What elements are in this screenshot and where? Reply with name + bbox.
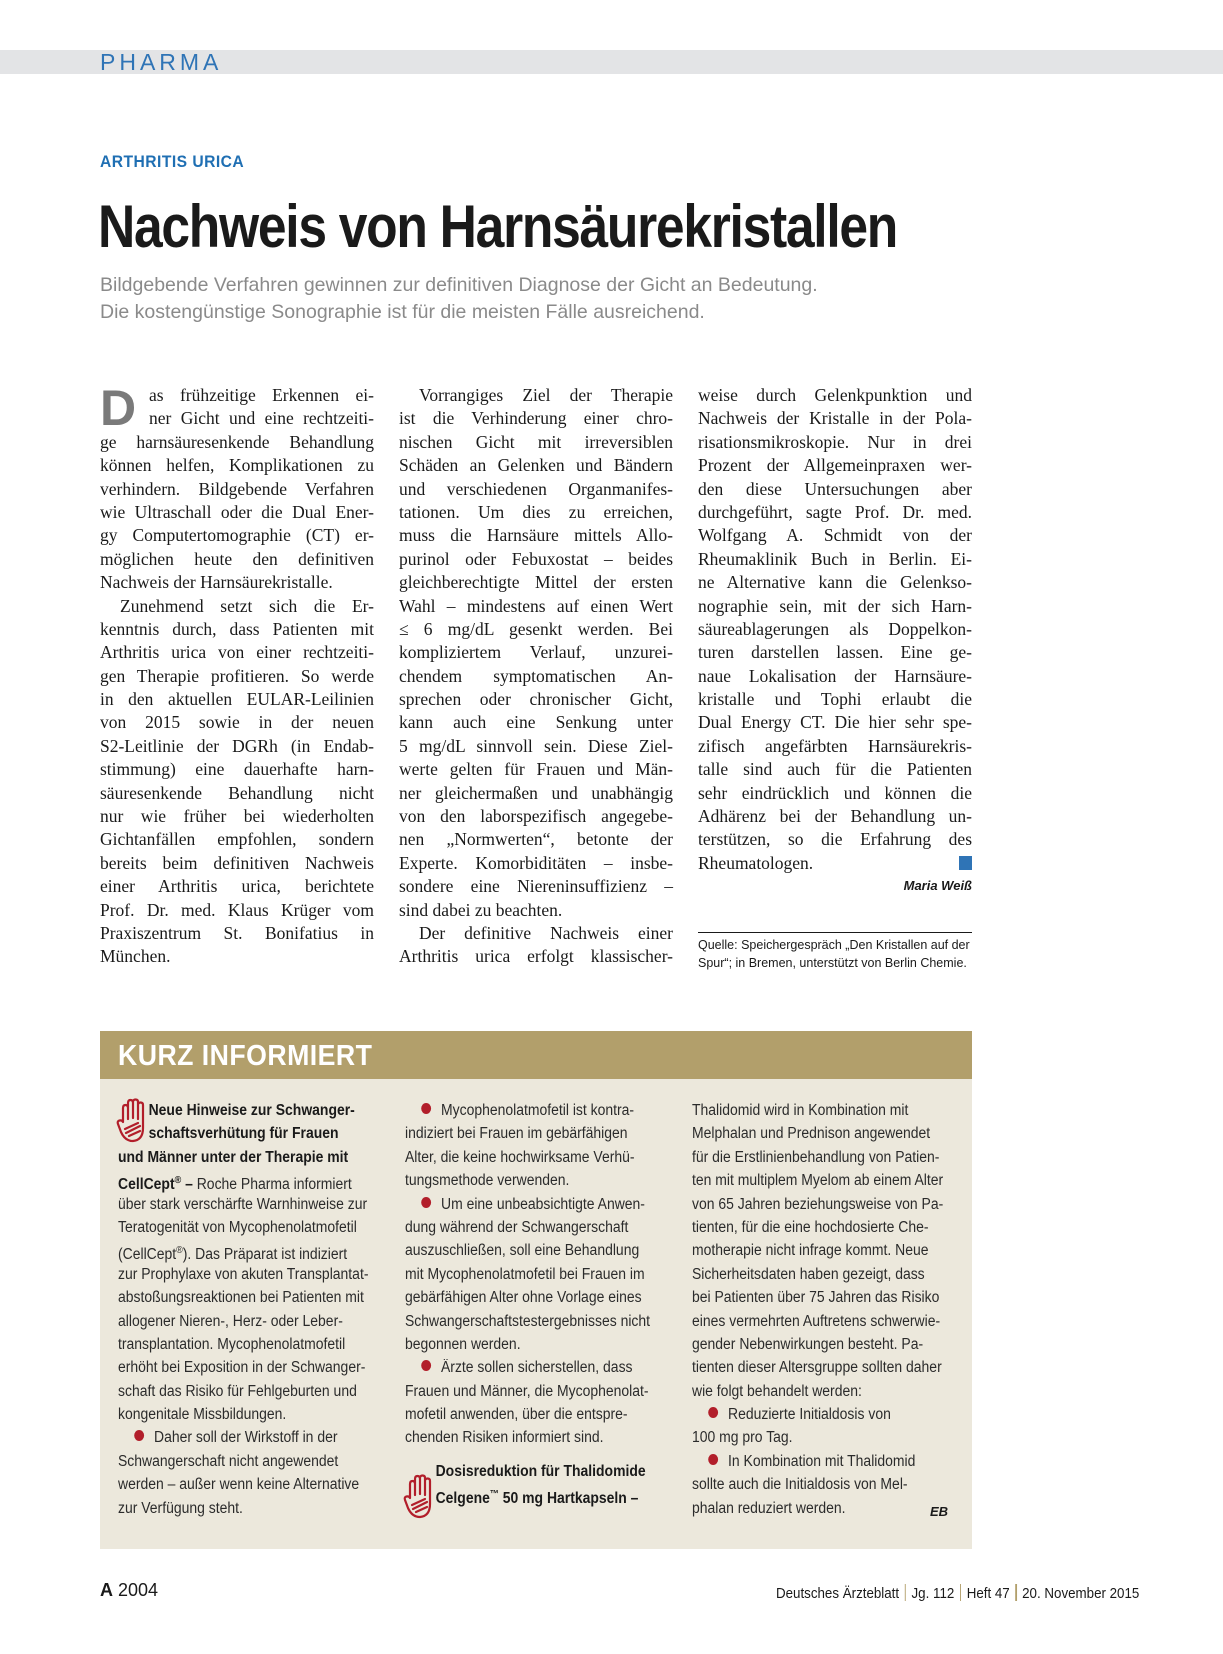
- text-line: mit Mycophenolatmofetil bei Frauen im: [405, 1265, 645, 1283]
- text-line: abstoßungsreaktionen bei Patienten mit: [118, 1289, 364, 1307]
- section-label: PHARMA: [100, 49, 223, 75]
- text-line: chenden Risiken informiert sind.: [405, 1429, 604, 1447]
- text-line: Teratogenität von Mycophenolatmofetil: [118, 1218, 357, 1236]
- text-line: kristalle und Tophi erlaubt die: [698, 689, 972, 710]
- text-line: und Männer unter der Therapie mit: [118, 1148, 349, 1166]
- text-line: ten mit multiplem Myelom ab einem Alter: [692, 1172, 944, 1190]
- text-line: 5 mg/dL sinnvoll sein. Diese Ziel-: [399, 735, 673, 756]
- text-line: säureablagerungen als Doppelkon-: [698, 618, 972, 639]
- text-line: turen darstellen lassen. Eine ge-: [698, 642, 972, 663]
- text-line: zur Prophylaxe von akuten Transplantat-: [118, 1265, 369, 1283]
- text-line: tationen. Um dies zu erreichen,: [399, 501, 673, 522]
- text-line: Wolfgang A. Schmidt von der: [698, 525, 972, 546]
- text-line: kann auch eine Senkung unter: [399, 712, 673, 733]
- text-line: Experte. Komorbiditäten – insbe-: [399, 852, 673, 873]
- list-item: [405, 1356, 648, 1379]
- text-line: gy Computertomographie (CT) er-: [100, 525, 374, 546]
- bullet-icon: [134, 1430, 144, 1441]
- text-line: säuresenkende Behandlung nicht: [100, 782, 374, 803]
- text-line: S2-Leitlinie der DGRh (in Endab-: [100, 735, 374, 756]
- text-line: naue Lokalisation der Harnsäure-: [698, 665, 972, 686]
- text-fragment: Roche Pharma informiert: [196, 1176, 352, 1194]
- text-line: können helfen, Komplikationen zu: [100, 455, 374, 476]
- text-line: in den aktuellen EULAR-Leilinien: [100, 689, 374, 710]
- list-item-text: Um eine unbeabsichtigte Anwen-: [441, 1195, 645, 1213]
- text-line: Arthritis urica von einer rechtzeiti-: [100, 642, 374, 663]
- text-fragment: CellCept: [118, 1176, 175, 1194]
- text-line: gleichberechtigte Mittel der ersten: [399, 572, 673, 593]
- text-line: schaft das Risiko für Fehlgeburten und: [118, 1382, 357, 1400]
- text-line: Thalidomid wird in Kombination mit: [692, 1102, 909, 1119]
- text-line: bei Patienten über 75 Jahren das Risiko: [692, 1289, 940, 1307]
- text-line: Zunehmend setzt sich die Er-: [120, 595, 374, 616]
- list-item: [405, 1193, 648, 1216]
- bullet-icon: [421, 1360, 431, 1371]
- text-line: von 2015 sowie in der neuen: [100, 712, 374, 733]
- text-line-mixed: [118, 1239, 361, 1262]
- text-line: kenntnis durch, dass Patienten mit: [100, 618, 374, 639]
- text-line: wie folgt behandelt werden:: [692, 1382, 862, 1400]
- journal-info: [776, 1584, 1139, 1602]
- text-line: Nachweis der Harnsäurekristalle.: [100, 572, 333, 593]
- text-line: muss die Harnsäure mittels Allo-: [399, 525, 673, 546]
- journal-volume: Jg. 112: [911, 1586, 955, 1602]
- text-line: den diese Untersuchungen aber: [698, 478, 972, 499]
- text-line: talle sind auch für die Patienten: [698, 759, 972, 780]
- list-item-text: Reduzierte Initialdosis von: [728, 1406, 891, 1424]
- list-item: [692, 1450, 926, 1473]
- text-line: allogener Nieren-, Herz- oder Leber-: [118, 1312, 343, 1330]
- text-line: nischen Gicht mit irreversiblen: [399, 431, 673, 452]
- text-line: tungsmethode verwenden.: [405, 1172, 570, 1190]
- text-line: transplantation. Mycophenolatmofetil: [118, 1335, 346, 1353]
- text-line: Prozent der Allgemeinpraxen wer-: [698, 455, 972, 476]
- text-line: einer Arthritis urica, berichtete: [100, 876, 374, 897]
- text-line: Schwangerschaftstestergebnisses nicht: [405, 1312, 651, 1330]
- text-line: ner gleichermaßen und unabhängig: [399, 782, 673, 803]
- text-line: Der definitive Nachweis einer: [419, 922, 673, 943]
- trademark-mark: ™: [489, 1489, 499, 1501]
- text-line: auszuschließen, soll eine Behandlung: [405, 1242, 640, 1260]
- text-line: 100 mg pro Tag.: [692, 1429, 793, 1447]
- text-line: verhindern. Bildgebende Verfahren: [100, 478, 374, 499]
- text-line: terstützen, so die Erfahrung des: [698, 829, 972, 850]
- text-line: werden – außer wenn keine Alternative: [118, 1476, 360, 1494]
- text-line: Nachweis der Kristalle in der Pola-: [698, 408, 972, 429]
- kurz-column-1: [118, 1099, 388, 1520]
- text-line: sondere eine Niereninsuffizienz –: [399, 876, 673, 897]
- text-line: weise durch Gelenkpunktion und: [698, 385, 972, 405]
- bullet-icon: [421, 1197, 431, 1208]
- bullet-icon: [708, 1407, 718, 1418]
- text-fragment: Celgene: [435, 1490, 490, 1508]
- text-line: bereits beim definitiven Nachweis: [100, 852, 374, 873]
- text-line: purinol oder Febuxostat – beides: [399, 548, 673, 569]
- text-line: chendem symptomatischen An-: [399, 665, 673, 686]
- text-line: von 65 Jahren beziehungsweise von Pa-: [692, 1195, 944, 1213]
- article-subtitle: [100, 272, 1000, 326]
- registered-mark: ®: [174, 1175, 182, 1187]
- text-line: indiziert bei Frauen im gebärfähigen: [405, 1125, 628, 1143]
- text-line: München.: [100, 946, 171, 967]
- text-line: kompliziertem Verlauf, unzurei-: [399, 642, 673, 663]
- kurz-column-2: [405, 1099, 675, 1507]
- list-item: [118, 1426, 361, 1449]
- text-line: gebärfähigen Alter ohne Vorlage eines: [405, 1289, 642, 1307]
- text-line-mixed: [118, 1169, 361, 1192]
- list-item-text: Ärzte sollen sicherstellen, dass: [441, 1359, 633, 1377]
- journal-issue: Heft 47: [966, 1586, 1010, 1602]
- text-line: über stark verschärfte Warnhinweise zur: [118, 1195, 368, 1213]
- drop-cap: D: [100, 380, 137, 436]
- journal-date: 20. November 2015: [1022, 1586, 1140, 1602]
- bullet-icon: [421, 1103, 431, 1114]
- spacer: [405, 1450, 675, 1460]
- source-divider: [698, 932, 972, 933]
- text-line: mofetil anwenden, über die entspre-: [405, 1406, 628, 1424]
- text-line: Rheumatologen.: [698, 852, 814, 873]
- list-item: [405, 1099, 648, 1122]
- text-line: ge harnsäuresenkende Behandlung: [100, 431, 374, 452]
- text-line: für die Erstlinienbehandlung von Patien-: [692, 1148, 940, 1166]
- separator: [1015, 1584, 1016, 1601]
- text-line: sprechen oder chronischer Gicht,: [399, 689, 673, 710]
- end-mark-icon: [959, 856, 972, 870]
- text-line: zifisch angefärbten Harnsäurekris-: [698, 735, 972, 756]
- text-line: Schwangerschaft nicht angewendet: [118, 1452, 339, 1470]
- kurz-column-3: [692, 1099, 952, 1520]
- kurz-informiert-title: KURZ INFORMIERT: [118, 1040, 373, 1072]
- page-number-value: 2004: [118, 1580, 159, 1600]
- article-kicker: ARTHRITIS URICA: [100, 152, 245, 171]
- article-column-3: [698, 384, 972, 875]
- text-line: ≤ 6 mg/dL gesenkt werden. Bei: [399, 618, 673, 639]
- text-line: motherapie nicht infrage kommt. Neue: [692, 1242, 929, 1260]
- source-line: Spur“; in Bremen, unterstützt von Berlin Chemie.: [698, 956, 967, 970]
- text-line: sehr eindrücklich und können die: [698, 782, 972, 803]
- kurz-initials: EB: [930, 1504, 949, 1519]
- text-line: sollte auch die Initialdosis von Mel-: [692, 1476, 908, 1494]
- source-line: Quelle: Speichergespräch „Den Kristallen auf der: [698, 938, 970, 952]
- text-line: Wahl – mindestens auf einen Wert: [399, 595, 673, 616]
- text-line: und verschiedenen Organmanifes-: [399, 478, 673, 499]
- text-line: Alter, die keine hochwirksame Verhü-: [405, 1148, 635, 1166]
- text-line: risationsmikroskopie. Nur in drei: [698, 431, 972, 452]
- page-prefix: A: [100, 1580, 113, 1600]
- text-line: Rheumaklinik Buch in Berlin. Ei-: [698, 548, 972, 569]
- page-number: [100, 1580, 158, 1601]
- text-line: werte gelten für Frauen und Män-: [399, 759, 673, 780]
- list-item-text: Daher soll der Wirkstoff in der: [154, 1429, 338, 1447]
- text-line: gen Therapie profitieren. So werde: [100, 665, 374, 686]
- text-line: nur wie früher bei wiederholten: [100, 806, 374, 827]
- text-fragment: ). Das Präparat ist indiziert: [182, 1246, 348, 1264]
- text-line: Sicherheitsdaten haben gezeigt, dass: [692, 1265, 925, 1283]
- journal-name: Deutsches Ärzteblatt: [776, 1586, 900, 1602]
- text-line-mixed: [405, 1483, 648, 1506]
- text-line: nen „Normwerten“, betonte der: [399, 829, 673, 850]
- separator: [960, 1584, 961, 1601]
- text-line: zur Verfügung steht.: [118, 1499, 243, 1517]
- text-line: Arthritis urica erfolgt klassischer-: [399, 946, 673, 967]
- text-line: wie Ultraschall oder die Dual Ener-: [100, 501, 374, 522]
- text-line: begonnen werden.: [405, 1335, 521, 1353]
- text-line: durchgeführt, sagte Prof. Dr. med.: [698, 501, 972, 522]
- text-line: Dual Energy CT. Die hier sehr spe-: [698, 712, 972, 733]
- text-line: ne Alternative kann die Gelenkso-: [698, 572, 972, 593]
- text-line: phalan reduziert werden.: [692, 1499, 846, 1517]
- text-line: von den laborspezifisch angegebe-: [399, 806, 673, 827]
- article-title: Nachweis von Harnsäurekristallen: [98, 193, 898, 260]
- text-line: erhöht bei Exposition in der Schwanger-: [118, 1359, 366, 1377]
- text-line: eines vermehrten Auftretens schwerwie-: [692, 1312, 941, 1330]
- text-line: as frühzeitige Erkennen ei-: [149, 385, 374, 405]
- article-author: Maria Weiß: [903, 878, 972, 893]
- text-line: sind dabei zu beachten.: [399, 899, 563, 920]
- text-line-final: [698, 852, 972, 875]
- separator: [905, 1584, 906, 1601]
- text-line: ner Gicht und eine rechtzeiti-: [149, 408, 374, 429]
- article-source: [698, 936, 972, 972]
- list-item-text: In Kombination mit Thalidomid: [728, 1452, 916, 1470]
- text-line: tienten, für die eine hochdosierte Che-: [692, 1218, 929, 1236]
- text-line: Prof. Dr. med. Klaus Krüger vom: [100, 899, 374, 920]
- text-line: Adhärenz bei der Behandlung un-: [698, 806, 972, 827]
- text-line: Melphalan und Prednison angewendet: [692, 1125, 931, 1143]
- text-line: Schäden an Gelenken und Bändern: [399, 455, 673, 476]
- text-line: kongenitale Missbildungen.: [118, 1406, 287, 1424]
- text-line: Praxiszentrum St. Bonifatius in: [100, 922, 374, 943]
- text-line: möglichen heute den definitiven: [100, 548, 374, 569]
- text-line: schaftsverhütung für Frauen: [148, 1125, 339, 1143]
- text-line: Frauen und Männer, die Mycophenolat-: [405, 1382, 649, 1400]
- text-line: tienten dieser Altersgruppe sollten daher: [692, 1359, 942, 1377]
- article-column-2: [399, 384, 673, 969]
- bullet-icon: [708, 1454, 718, 1465]
- text-line: gender Nebenwirkungen besteht. Pa-: [692, 1335, 924, 1353]
- text-line: Dosisreduktion für Thalidomide: [435, 1462, 646, 1480]
- text-fragment: 50 mg Hartkapseln –: [498, 1490, 639, 1508]
- article-column-1: [100, 380, 374, 969]
- subtitle-line: Bildgebende Verfahren gewinnen zur definitiven Diagnose der Gicht an Bedeutung.: [100, 274, 818, 296]
- text-line: ist die Verhinderung einer chro-: [399, 408, 673, 429]
- text-fragment: (CellCept: [118, 1246, 177, 1264]
- list-item-text: Mycophenolatmofetil ist kontra-: [441, 1102, 635, 1119]
- registered-mark: ®: [176, 1245, 183, 1257]
- text-fragment: –: [181, 1176, 197, 1194]
- subtitle-line: Die kostengünstige Sonographie ist für die meisten Fälle ausreichend.: [100, 301, 705, 323]
- text-line: Neue Hinweise zur Schwanger-: [148, 1102, 355, 1119]
- text-line: Vorrangiges Ziel der Therapie: [419, 385, 673, 405]
- text-line: dung während der Schwangerschaft: [405, 1218, 629, 1236]
- text-line: nographie sein, mit der sich Harn-: [698, 595, 972, 616]
- list-item: [692, 1403, 926, 1426]
- text-line: stimmung) eine dauerhafte harn-: [100, 759, 374, 780]
- text-line: Gichtanfällen empfohlen, sondern: [100, 829, 374, 850]
